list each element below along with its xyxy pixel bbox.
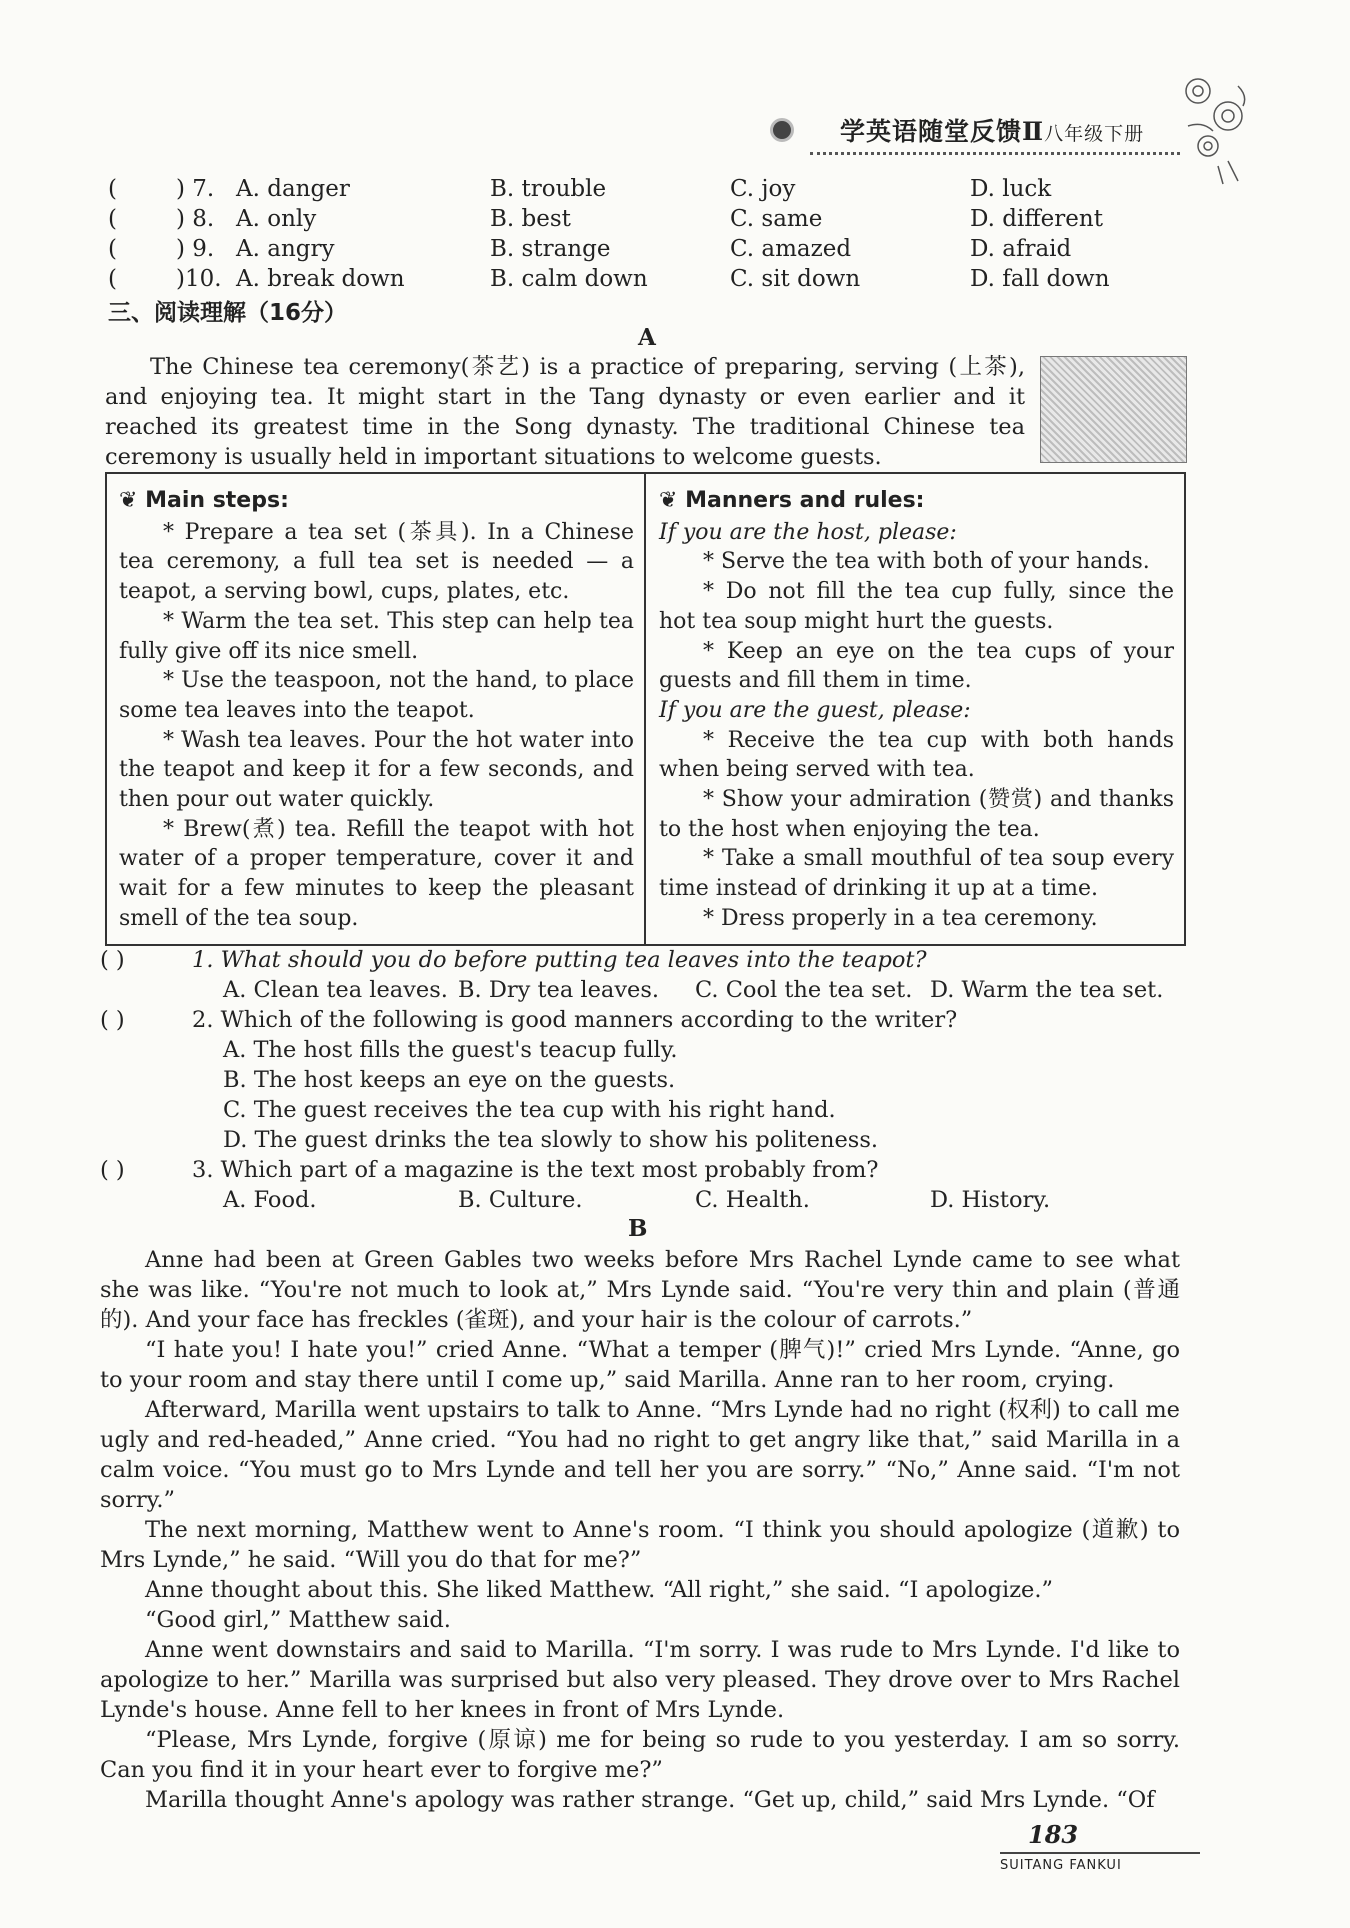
passage-b-letter: B bbox=[628, 1215, 648, 1242]
answer-blank: ( bbox=[108, 236, 117, 262]
passage-b-paragraph: “Please, Mrs Lynde, forgive (原谅) me for being so rude to you yesterday. I am so sorry. Can you find it in your heart ever to forgive me?” bbox=[100, 1727, 1180, 1783]
question-number: ) 9. bbox=[176, 236, 215, 262]
manners-column bbox=[647, 474, 1184, 944]
main-steps-column bbox=[107, 474, 646, 944]
question-3-options: A. Food. B. Culture. C. Health. D. History. bbox=[223, 1187, 1051, 1213]
option-a: A. angry bbox=[236, 236, 335, 262]
cloze-row bbox=[108, 236, 1168, 266]
option-d: D. luck bbox=[970, 176, 1052, 202]
host-label: If you are the host, please: bbox=[659, 519, 957, 545]
option-a: A. only bbox=[236, 206, 317, 232]
flower-decoration-icon bbox=[1168, 66, 1263, 186]
page-number: 183 bbox=[1028, 1820, 1079, 1849]
option-a: A. break down bbox=[236, 266, 405, 292]
question-2: ( ) 2. Which of the following is good manners according to the writer? bbox=[100, 1007, 958, 1033]
host-rule-item: * Serve the tea with both of your hands. bbox=[703, 549, 1150, 575]
butterfly-icon: ❦ bbox=[119, 488, 146, 513]
guest-label: If you are the guest, please: bbox=[659, 697, 971, 723]
step-item: * Use the teaspoon, not the hand, to place some tea leaves into the teapot. bbox=[119, 668, 634, 723]
question-number: )10. bbox=[176, 266, 222, 292]
question-1: ( ) 1. What should you do before putting tea leaves into the teapot? bbox=[100, 947, 927, 973]
passage-b-paragraph: “I hate you! I hate you!” cried Anne. “What a temper (脾气)!” cried Mrs Lynde. “Anne, go to your room and stay there until I come up,” said Marilla. Anne ran to her room, crying. bbox=[100, 1337, 1180, 1393]
option-b: B. best bbox=[490, 206, 571, 232]
answer-blank: ( bbox=[108, 266, 117, 292]
passage-b-paragraph: Marilla thought Anne's apology was rather strange. “Get up, child,” said Mrs Lynde. “Of bbox=[145, 1787, 1155, 1813]
butterfly-icon: ❦ bbox=[659, 488, 686, 513]
passage-a-letter: A bbox=[638, 324, 656, 351]
question-3: ( ) 3. Which part of a magazine is the text most probably from? bbox=[100, 1157, 879, 1183]
option-c: C. same bbox=[730, 206, 823, 232]
option-a: A. danger bbox=[236, 176, 350, 202]
step-item: * Brew(煮) tea. Refill the teapot with hot water of a proper temperature, cover it and wait for a few minutes to keep the pleasant smell of the tea soup. bbox=[119, 816, 634, 931]
option-c: C. joy bbox=[730, 176, 796, 202]
option-d: D. different bbox=[970, 206, 1103, 232]
header-title: 学英语随堂反馈Ⅱ八年级下册 bbox=[840, 117, 1145, 146]
guest-rule-item: * Take a small mouthful of tea soup every time instead of drinking it up at a time. bbox=[659, 846, 1174, 902]
passage-b-paragraph: “Good girl,” Matthew said. bbox=[145, 1607, 451, 1633]
header-divider bbox=[810, 152, 1180, 155]
question-1-options: A. Clean tea leaves. B. Dry tea leaves. C. Cool the tea set. D. Warm the tea set. bbox=[223, 977, 1164, 1003]
guest-rule-item: * Dress properly in a tea ceremony. bbox=[703, 905, 1098, 931]
footer-brand: SUITANG FANKUI bbox=[1000, 1858, 1122, 1873]
passage-b-paragraph: Afterward, Marilla went upstairs to talk to Anne. “Mrs Lynde had no right (权利) to call me ugly and red-headed,” Anne cried. “You had no right to get angry like that,” said Marilla in a calm voice. “You must go to Mrs Lynde and tell her you are sorry.” “No,” Anne said. “I'm not sorry.” bbox=[100, 1397, 1180, 1513]
answer-blank: ( bbox=[108, 176, 117, 202]
option-d: D. fall down bbox=[970, 266, 1110, 292]
option-b: B. strange bbox=[490, 236, 611, 262]
footer-divider bbox=[1000, 1852, 1200, 1854]
host-rule-item: * Keep an eye on the tea cups of your guests and fill them in time. bbox=[659, 638, 1174, 694]
guest-rule-item: * Show your admiration (赞赏) and thanks to the host when enjoying the tea. bbox=[659, 787, 1174, 842]
passage-b-paragraph: The next morning, Matthew went to Anne's room. “I think you should apologize (道歉) to Mrs Lynde,” he said. “Will you do that for me?” bbox=[100, 1517, 1180, 1573]
question-2-option-a: A. The host fills the guest's teacup fully. bbox=[223, 1037, 678, 1063]
question-2-option-c: C. The guest receives the tea cup with his right hand. bbox=[223, 1097, 836, 1123]
answer-blank: ( bbox=[108, 206, 117, 232]
cloze-row bbox=[108, 266, 1168, 296]
passage-b-paragraph: Anne had been at Green Gables two weeks before Mrs Rachel Lynde came to see what she was like. “You're not much to look at,” Mrs Lynde said. “You're very thin and plain (普通的). And your face has freckles (雀斑), and your hair is the colour of carrots.” bbox=[100, 1247, 1180, 1333]
host-rule-item: * Do not fill the tea cup fully, since the hot tea soup might hurt the guests. bbox=[659, 579, 1174, 634]
passage-b-paragraph: Anne went downstairs and said to Marilla. “I'm sorry. I was rude to Mrs Lynde. I'd like to apologize to her.” Marilla was surprised but also very pleased. They drove over to Mrs Rachel Lynde's house. Anne fell to her knees in front of Mrs Lynde. bbox=[100, 1637, 1180, 1723]
section-title: 三、阅读理解（16分） bbox=[108, 300, 348, 326]
option-c: C. sit down bbox=[730, 266, 861, 292]
header-bullet-icon bbox=[770, 118, 794, 142]
tea-ceremony-box bbox=[105, 472, 1186, 946]
passage-b-paragraph: Anne thought about this. She liked Matthew. “All right,” she said. “I apologize.” bbox=[145, 1577, 1054, 1603]
option-b: B. calm down bbox=[490, 266, 648, 292]
manners-title: ❦ Manners and rules: bbox=[659, 488, 925, 513]
question-2-option-b: B. The host keeps an eye on the guests. bbox=[223, 1067, 676, 1093]
step-item: * Wash tea leaves. Pour the hot water into the teapot and keep it for a few seconds, and then pour out water quickly. bbox=[119, 727, 634, 813]
option-b: B. trouble bbox=[490, 176, 607, 202]
step-item: * Prepare a tea set (茶具). In a Chinese tea ceremony, a full tea set is needed — a teapot, a serving bowl, cups, plates, etc. bbox=[119, 519, 634, 605]
passage-b bbox=[100, 1245, 1180, 1815]
tea-ceremony-illustration bbox=[1040, 356, 1187, 463]
guest-rule-item: * Receive the tea cup with both hands when being served with tea. bbox=[659, 727, 1174, 783]
option-d: D. afraid bbox=[970, 236, 1072, 262]
cloze-row bbox=[108, 176, 1168, 206]
question-number: ) 8. bbox=[176, 206, 215, 232]
question-number: ) 7. bbox=[176, 176, 215, 202]
main-steps-title: ❦ Main steps: bbox=[119, 488, 289, 513]
step-item: * Warm the tea set. This step can help tea fully give off its nice smell. bbox=[119, 608, 634, 664]
passage-a-intro: The Chinese tea ceremony(茶艺) is a practice of preparing, serving (上茶), and enjoying tea. It might start in the Tang dynasty or even earlier and it reached its greatest time in the Song dynasty. The traditional Chinese tea ceremony is usually held in important situations to welcome guests. bbox=[105, 354, 1025, 470]
option-c: C. amazed bbox=[730, 236, 852, 262]
cloze-row bbox=[108, 206, 1168, 236]
question-2-option-d: D. The guest drinks the tea slowly to show his politeness. bbox=[223, 1127, 879, 1153]
